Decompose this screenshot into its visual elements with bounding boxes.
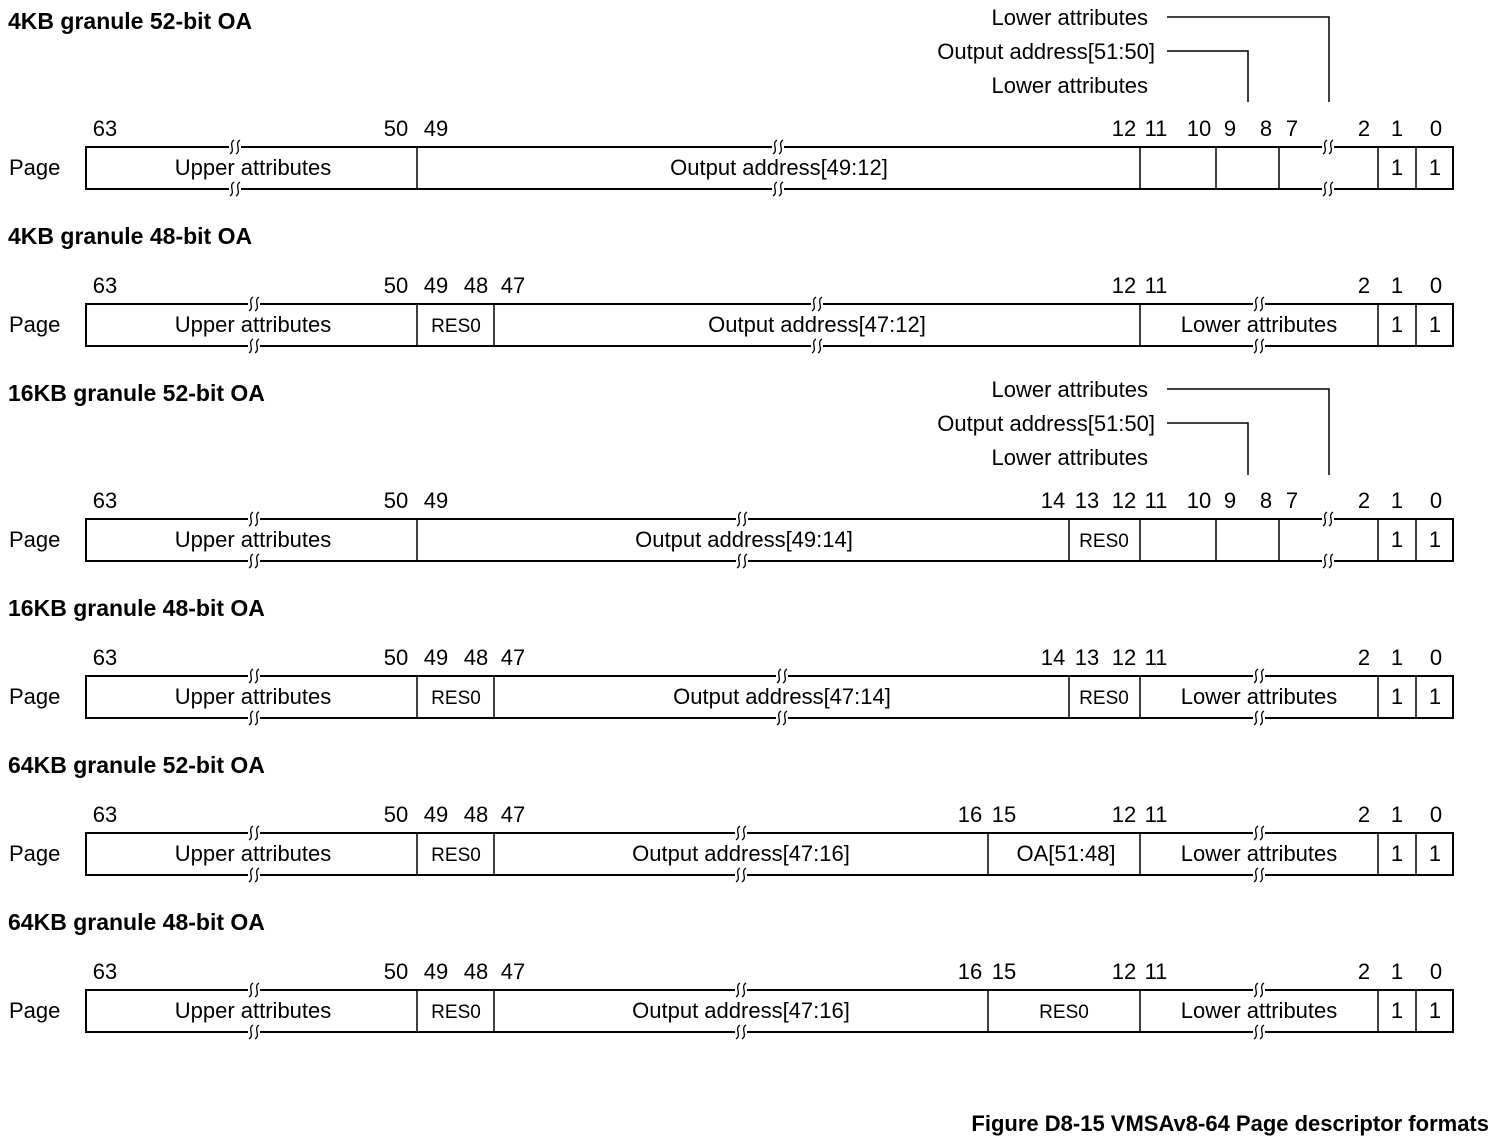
field-res0: RES0 — [431, 1002, 481, 1023]
bit-label: 47 — [500, 959, 526, 984]
format-title: 16KB granule 52-bit OA — [8, 380, 265, 406]
bit-label: 1 — [1390, 116, 1404, 141]
format-title: 64KB granule 48-bit OA — [8, 909, 265, 935]
format-4kb-52bit — [8, 5, 1453, 196]
bit-label: 7 — [1285, 488, 1299, 513]
figure-caption: Figure D8-15 VMSAv8-64 Page descriptor formats — [971, 1111, 1489, 1136]
bit-label: 15 — [991, 802, 1017, 827]
row-label: Page — [9, 527, 61, 552]
bit-label: 13 — [1074, 645, 1100, 670]
bit-label: 63 — [92, 273, 118, 298]
field-lower-attributes: Lower attributes — [1180, 841, 1338, 866]
field-bit0-value: 1 — [1428, 527, 1442, 552]
bit-label: 2 — [1357, 959, 1371, 984]
field-bit1-value: 1 — [1390, 155, 1404, 180]
field-res0: RES0 — [431, 845, 481, 866]
bit-label: 1 — [1390, 959, 1404, 984]
bit-label: 0 — [1429, 488, 1443, 513]
bit-label: 7 — [1285, 116, 1299, 141]
field-lower-attributes: Lower attributes — [1180, 998, 1338, 1023]
bit-label: 10 — [1186, 116, 1212, 141]
field-bit1-value: 1 — [1390, 527, 1404, 552]
row-label: Page — [9, 155, 61, 180]
format-64kb-52bit — [8, 752, 1453, 882]
field-res0: RES0 — [431, 316, 481, 337]
bit-label: 11 — [1144, 116, 1168, 141]
field-upper-attributes: Upper attributes — [174, 155, 332, 180]
bit-label: 2 — [1357, 645, 1371, 670]
field-bit0-value: 1 — [1428, 998, 1442, 1023]
field-res0: RES0 — [1079, 688, 1129, 709]
bit-label: 9 — [1223, 488, 1237, 513]
field-bit0-value: 1 — [1428, 841, 1442, 866]
callout-lower-attributes-lower: Lower attributes — [991, 73, 1148, 98]
bit-label: 50 — [383, 116, 409, 141]
bit-label: 8 — [1259, 116, 1273, 141]
bit-label: 2 — [1357, 488, 1371, 513]
field-res0: RES0 — [1039, 1002, 1089, 1023]
bit-label: 49 — [423, 959, 449, 984]
field-output-address: Output address[47:16] — [632, 998, 850, 1023]
bit-label: 47 — [500, 802, 526, 827]
bit-label: 15 — [991, 959, 1017, 984]
bit-label: 2 — [1357, 273, 1371, 298]
field-upper-attributes: Upper attributes — [174, 312, 332, 337]
row-label: Page — [9, 998, 61, 1023]
bit-label: 0 — [1429, 959, 1443, 984]
bit-label: 2 — [1357, 116, 1371, 141]
field-bit0-value: 1 — [1428, 155, 1442, 180]
field-oa-high: OA[51:48] — [1016, 841, 1116, 866]
bit-label: 16 — [957, 959, 983, 984]
bit-label: 49 — [423, 802, 449, 827]
row-label: Page — [9, 312, 61, 337]
format-title: 16KB granule 48-bit OA — [8, 595, 265, 621]
bit-label: 9 — [1223, 116, 1237, 141]
bit-label: 48 — [463, 645, 489, 670]
bit-label: 1 — [1390, 273, 1404, 298]
bit-label: 14 — [1040, 488, 1066, 513]
format-title: 4KB granule 52-bit OA — [8, 8, 253, 34]
field-output-address: Output address[49:14] — [635, 527, 853, 552]
bit-label: 49 — [423, 116, 449, 141]
format-title: 64KB granule 52-bit OA — [8, 752, 265, 778]
field-res0: RES0 — [431, 688, 481, 709]
callout-leader-line — [1167, 51, 1248, 102]
bit-label: 16 — [957, 802, 983, 827]
bit-label: 12 — [1111, 273, 1137, 298]
bit-label: 12 — [1111, 802, 1137, 827]
bit-label: 49 — [423, 645, 449, 670]
bit-label: 0 — [1429, 802, 1443, 827]
callout-lower-attributes-upper: Lower attributes — [991, 377, 1148, 402]
bit-label: 50 — [383, 645, 409, 670]
bit-label: 48 — [463, 959, 489, 984]
field-output-address: Output address[47:12] — [708, 312, 926, 337]
field-output-address: Output address[47:14] — [673, 684, 891, 709]
field-output-address: Output address[47:16] — [632, 841, 850, 866]
field-upper-attributes: Upper attributes — [174, 527, 332, 552]
bit-label: 11 — [1144, 802, 1168, 827]
field-upper-attributes: Upper attributes — [174, 684, 332, 709]
field-upper-attributes: Upper attributes — [174, 998, 332, 1023]
bit-label: 47 — [500, 273, 526, 298]
bit-label: 10 — [1186, 488, 1212, 513]
bit-label: 48 — [463, 802, 489, 827]
field-upper-attributes: Upper attributes — [174, 841, 332, 866]
callout-lower-attributes-lower: Lower attributes — [991, 445, 1148, 470]
bit-label: 63 — [92, 645, 118, 670]
format-title: 4KB granule 48-bit OA — [8, 223, 253, 249]
bit-label: 11 — [1144, 273, 1168, 298]
field-bit1-value: 1 — [1390, 841, 1404, 866]
field-bit1-value: 1 — [1390, 998, 1404, 1023]
row-label: Page — [9, 841, 61, 866]
bit-label: 63 — [92, 116, 118, 141]
callout-output-address: Output address[51:50] — [937, 39, 1155, 64]
callout-lower-attributes-upper: Lower attributes — [991, 5, 1148, 30]
bit-label: 50 — [383, 488, 409, 513]
bit-label: 1 — [1390, 488, 1404, 513]
bit-label: 50 — [383, 802, 409, 827]
field-lower-attributes: Lower attributes — [1180, 312, 1338, 337]
callout-leader-line — [1167, 423, 1248, 475]
bit-label: 12 — [1111, 488, 1137, 513]
bit-break-marker — [1322, 512, 1334, 568]
bit-label: 0 — [1429, 273, 1443, 298]
format-16kb-48bit — [8, 595, 1453, 725]
field-lower-attributes: Lower attributes — [1180, 684, 1338, 709]
callout-output-address: Output address[51:50] — [937, 411, 1155, 436]
field-output-address: Output address[49:12] — [670, 155, 888, 180]
bit-label: 2 — [1357, 802, 1371, 827]
format-4kb-48bit — [8, 223, 1453, 353]
field-bit0-value: 1 — [1428, 312, 1442, 337]
bit-label: 12 — [1111, 959, 1137, 984]
bit-label: 14 — [1040, 645, 1066, 670]
field-res0: RES0 — [1079, 531, 1129, 552]
bit-label: 11 — [1144, 488, 1168, 513]
bit-label: 0 — [1429, 116, 1443, 141]
bit-label: 1 — [1390, 645, 1404, 670]
bit-label: 63 — [92, 802, 118, 827]
bit-label: 0 — [1429, 645, 1443, 670]
bit-label: 47 — [500, 645, 526, 670]
bit-label: 12 — [1111, 116, 1137, 141]
bit-label: 50 — [383, 959, 409, 984]
bit-label: 12 — [1111, 645, 1137, 670]
bit-label: 63 — [92, 959, 118, 984]
format-64kb-48bit — [8, 909, 1453, 1039]
bit-label: 13 — [1074, 488, 1100, 513]
row-label: Page — [9, 684, 61, 709]
bit-label: 11 — [1144, 645, 1168, 670]
bit-label: 63 — [92, 488, 118, 513]
bit-label: 50 — [383, 273, 409, 298]
field-bit1-value: 1 — [1390, 312, 1404, 337]
bit-break-marker — [1322, 140, 1334, 196]
bit-label: 48 — [463, 273, 489, 298]
bit-label: 49 — [423, 488, 449, 513]
field-bit0-value: 1 — [1428, 684, 1442, 709]
bit-label: 49 — [423, 273, 449, 298]
bit-label: 11 — [1144, 959, 1168, 984]
field-bit1-value: 1 — [1390, 684, 1404, 709]
bit-label: 8 — [1259, 488, 1273, 513]
bit-label: 1 — [1390, 802, 1404, 827]
format-16kb-52bit — [8, 377, 1453, 568]
